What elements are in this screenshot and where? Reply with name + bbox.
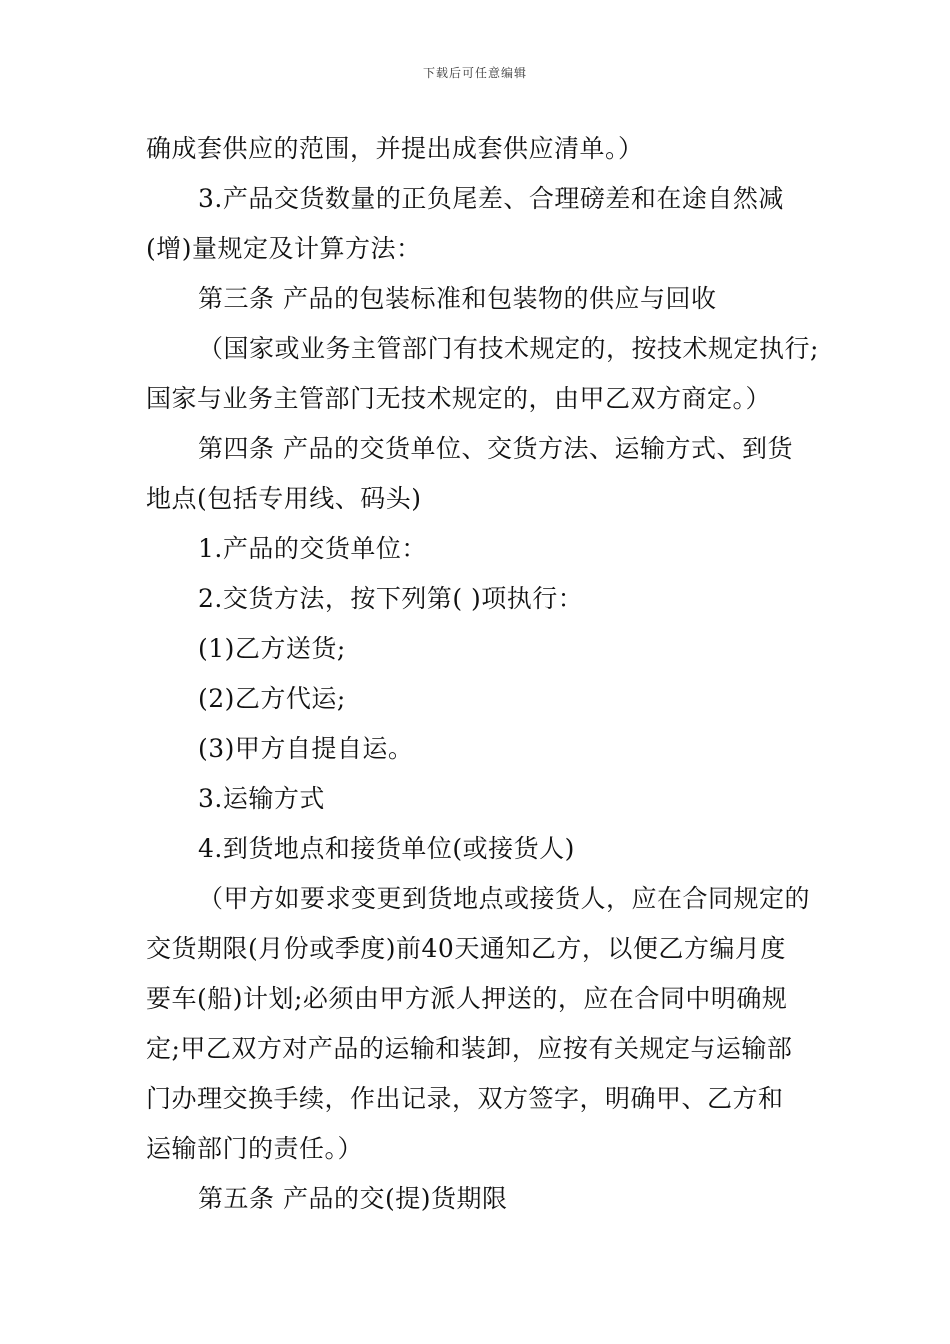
paragraph-line: 3.产品交货数量的正负尾差、合理磅差和在途自然减 xyxy=(198,184,784,213)
paragraph-line: 地点(包括专用线、码头) xyxy=(146,484,422,513)
paragraph-line: (增)量规定及计算方法： xyxy=(146,234,422,263)
list-item: 4.到货地点和接货单位(或接货人) xyxy=(198,834,575,863)
document-body xyxy=(146,124,826,1224)
section-heading: 第三条 产品的包装标准和包装物的供应与回收 xyxy=(198,284,717,313)
paragraph-line: （甲方如要求变更到货地点或接货人，应在合同规定的 xyxy=(198,884,811,913)
page-header: 下载后可任意编辑 xyxy=(422,66,527,80)
paragraph-line: 国家与业务主管部门无技术规定的，由甲乙双方商定。） xyxy=(146,384,772,413)
list-item: (3)甲方自提自运。 xyxy=(198,734,414,763)
list-item: 2.交货方法，按下列第( )项执行： xyxy=(198,584,584,613)
paragraph-line: 确成套供应的范围，并提出成套供应清单。） xyxy=(146,134,644,163)
section-heading: 第四条 产品的交货单位、交货方法、运输方式、到货 xyxy=(198,434,793,463)
list-item: 3.运输方式 xyxy=(198,784,325,813)
paragraph-line: 交货期限(月份或季度)前40天通知乙方，以便乙方编月度 xyxy=(146,934,786,963)
list-item: (1)乙方送货; xyxy=(198,634,346,663)
paragraph-line: 定;甲乙双方对产品的运输和装卸，应按有关规定与运输部 xyxy=(146,1034,793,1063)
paragraph-line: 门办理交换手续，作出记录，双方签字，明确甲、乙方和 xyxy=(146,1084,784,1113)
section-heading: 第五条 产品的交(提)货期限 xyxy=(198,1184,508,1213)
paragraph-line: （国家或业务主管部门有技术规定的，按技术规定执行; xyxy=(198,334,819,363)
paragraph-line: 要车(船)计划;必须由甲方派人押送的，应在合同中明确规 xyxy=(146,984,788,1013)
list-item: 1.产品的交货单位： xyxy=(198,534,427,563)
list-item: (2)乙方代运; xyxy=(198,684,346,713)
paragraph-line: 运输部门的责任。） xyxy=(146,1134,364,1163)
